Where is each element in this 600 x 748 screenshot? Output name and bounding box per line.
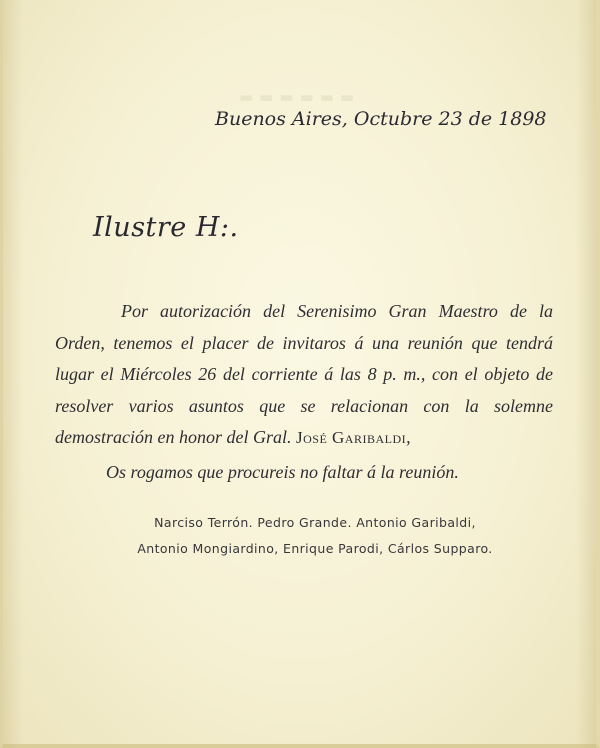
salutation: Ilustre H:.: [93, 212, 239, 243]
closing-line: Os rogamos que procureis no faltar á la reunión.: [106, 462, 459, 482]
invitation-body: [55, 296, 553, 454]
faint-show-through-stamp: ▬▬▬▬▬▬: [239, 88, 361, 106]
body-text-end: ,: [406, 427, 411, 447]
dateline: Buenos Aires, Octubre 23 de 1898: [215, 108, 547, 130]
signers-line-2: Antonio Mongiardino, Enrique Parodi, Cárlos Supparo.: [137, 541, 493, 556]
signatories: [91, 510, 539, 562]
body-text-main: Por autorización del Serenisimo Gran Maestro de la Orden, tenemos el placer de invitaros á una reunión que tendrá lugar el Miércoles 26 del corriente á las 8 p. m., con el objeto de resolver varios asuntos que se relacionan con la solemne demostración en honor del Gral.: [55, 301, 553, 447]
honoree-name: José Garibaldi: [295, 428, 407, 447]
left-edge-stain: [3, 0, 23, 748]
signers-line-1: Narciso Terrón. Pedro Grande. Antonio Garibaldi,: [154, 515, 476, 530]
right-edge-stain: [576, 0, 596, 748]
